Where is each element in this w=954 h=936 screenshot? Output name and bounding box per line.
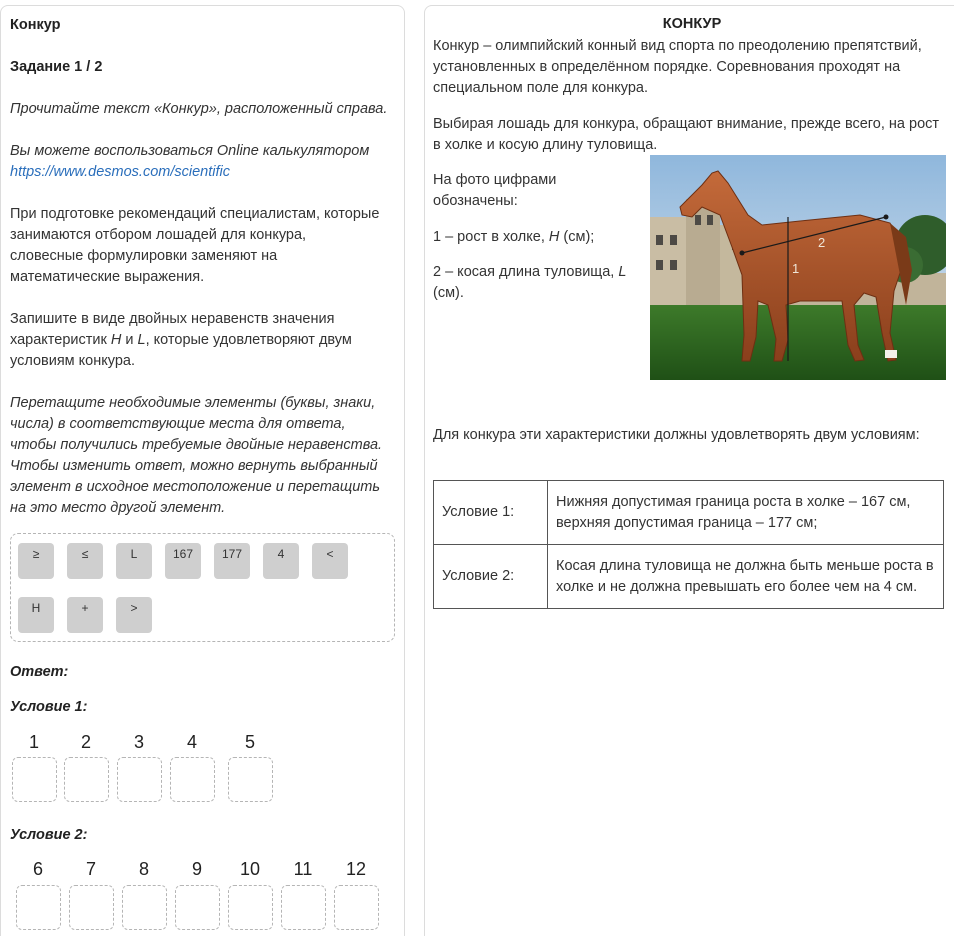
answer-slot-6[interactable] [16,885,61,930]
condition-2-cell: Условие 2: [434,545,548,609]
condition-1-cell: Условие 1: [434,481,548,545]
photo-mark-2: 2 [818,235,826,250]
legend-1-unit: (см); [559,229,595,245]
answer-slot-8[interactable] [122,885,167,930]
tile-gt[interactable]: > [116,597,152,633]
slot-number-4: 4 [186,732,197,752]
answer-slot-2[interactable] [64,757,109,802]
answer-slot-5[interactable] [228,757,273,802]
var-h: H [110,332,122,348]
instruction-calculator [10,141,370,183]
slot-number-3: 3 [133,732,144,752]
photo-legend-1 [433,227,633,248]
tile-plus[interactable]: + [67,597,103,633]
reading-title: КОНКУР [662,16,722,32]
legend-2-text: 2 – косая длина туловища, [433,264,619,280]
slot-number-5: 5 [244,732,255,752]
condition-2-text: Косая длина туловища не должна быть меньше роста в холке и не должна превышать его более чем на 4 см. [548,545,944,609]
var-l: L [137,332,146,348]
legend-2-var: L [618,264,627,280]
slot-number-2: 2 [80,732,91,752]
instruction-read: Прочитайте текст «Конкур», расположенный справа. [10,101,388,117]
answer-slot-1[interactable] [12,757,57,802]
conditions-table [433,480,944,609]
answer-slot-7[interactable] [69,885,114,930]
tile-177[interactable]: 177 [214,543,250,579]
answer-slot-9[interactable] [175,885,220,930]
tile-ge[interactable]: ≥ [18,543,54,579]
task-text-and: и [121,332,138,348]
condition-1-label: Условие 1: [10,699,88,715]
legend-2-unit: (см). [433,285,464,301]
legend-1-text: 1 – рост в холке, [433,229,549,245]
table-row [434,481,944,545]
calculator-link[interactable]: https://www.desmos.com/scientific [10,164,230,180]
answer-slot-10[interactable] [228,885,273,930]
slot-number-1: 1 [28,732,39,752]
slot-number-10: 10 [239,859,261,879]
calculator-text: Вы можете воспользоваться Online калькулятором [10,143,370,159]
answer-slot-11[interactable] [281,885,326,930]
slot-number-7: 7 [85,859,96,879]
condition-1-text: Нижняя допустимая граница роста в холке – 167 см, верхняя допустимая граница – 177 см; [548,481,944,545]
tile-167[interactable]: 167 [165,543,201,579]
task-text-b: , которые удовлетворяют двум условиям конкура. [10,332,352,369]
answer-slot-12[interactable] [334,885,379,930]
answer-label: Ответ: [10,664,69,680]
reading-paragraph-1: Конкур – олимпийский конный вид спорта по преодолению препятствий, установленных в определённом порядке. Соревнования проходят на специальном поле для конкура. [433,38,922,96]
task-counter: Задание 1 / 2 [10,59,103,75]
answer-slot-3[interactable] [117,757,162,802]
photo-caption: На фото цифрами обозначены: [433,172,557,209]
slot-number-6: 6 [32,859,43,879]
condition-2-label: Условие 2: [10,827,88,843]
photo-mark-1: 1 [792,261,800,276]
tile-h[interactable]: H [18,597,54,633]
slot-number-8: 8 [138,859,149,879]
drag-tile-bank [10,533,395,642]
reading-paragraph-2: Выбирая лошадь для конкура, обращают внимание, прежде всего, на рост в холке и косую длину туловища. [433,116,940,153]
instruction-context: При подготовке рекомендаций специалистам, которые занимаются отбором лошадей для конкура, словесные формулировки заменяют на математические выражения. [10,206,380,285]
photo-legend-2 [433,262,633,304]
slot-number-11: 11 [293,859,313,879]
horse-illustration [650,155,946,380]
table-row [434,545,944,609]
tile-le[interactable]: ≤ [67,543,103,579]
reading-paragraph-3: Для конкура эти характеристики должны удовлетворять двум условиям: [433,427,920,443]
page-title: Конкур [10,17,61,33]
slot-number-12: 12 [345,859,367,879]
answer-slot-4[interactable] [170,757,215,802]
instruction-drag: Перетащите необходимые элементы (буквы, знаки, числа) в соответствующие места для ответа, чтобы получились требуемые двойные неравенства. Чтобы изменить ответ, можно вернуть выбранный элемент в исходное местоположение и перетащить на это место другой элемент. [10,395,383,516]
task-text-a: Запишите в виде двойных неравенств значения характеристик [10,311,335,348]
tile-4[interactable]: 4 [263,543,299,579]
horse-photo [650,155,946,380]
legend-1-var: H [548,229,560,245]
tile-lt[interactable]: < [312,543,348,579]
slot-number-9: 9 [191,859,202,879]
instruction-task [10,309,390,372]
tile-l[interactable]: L [116,543,152,579]
